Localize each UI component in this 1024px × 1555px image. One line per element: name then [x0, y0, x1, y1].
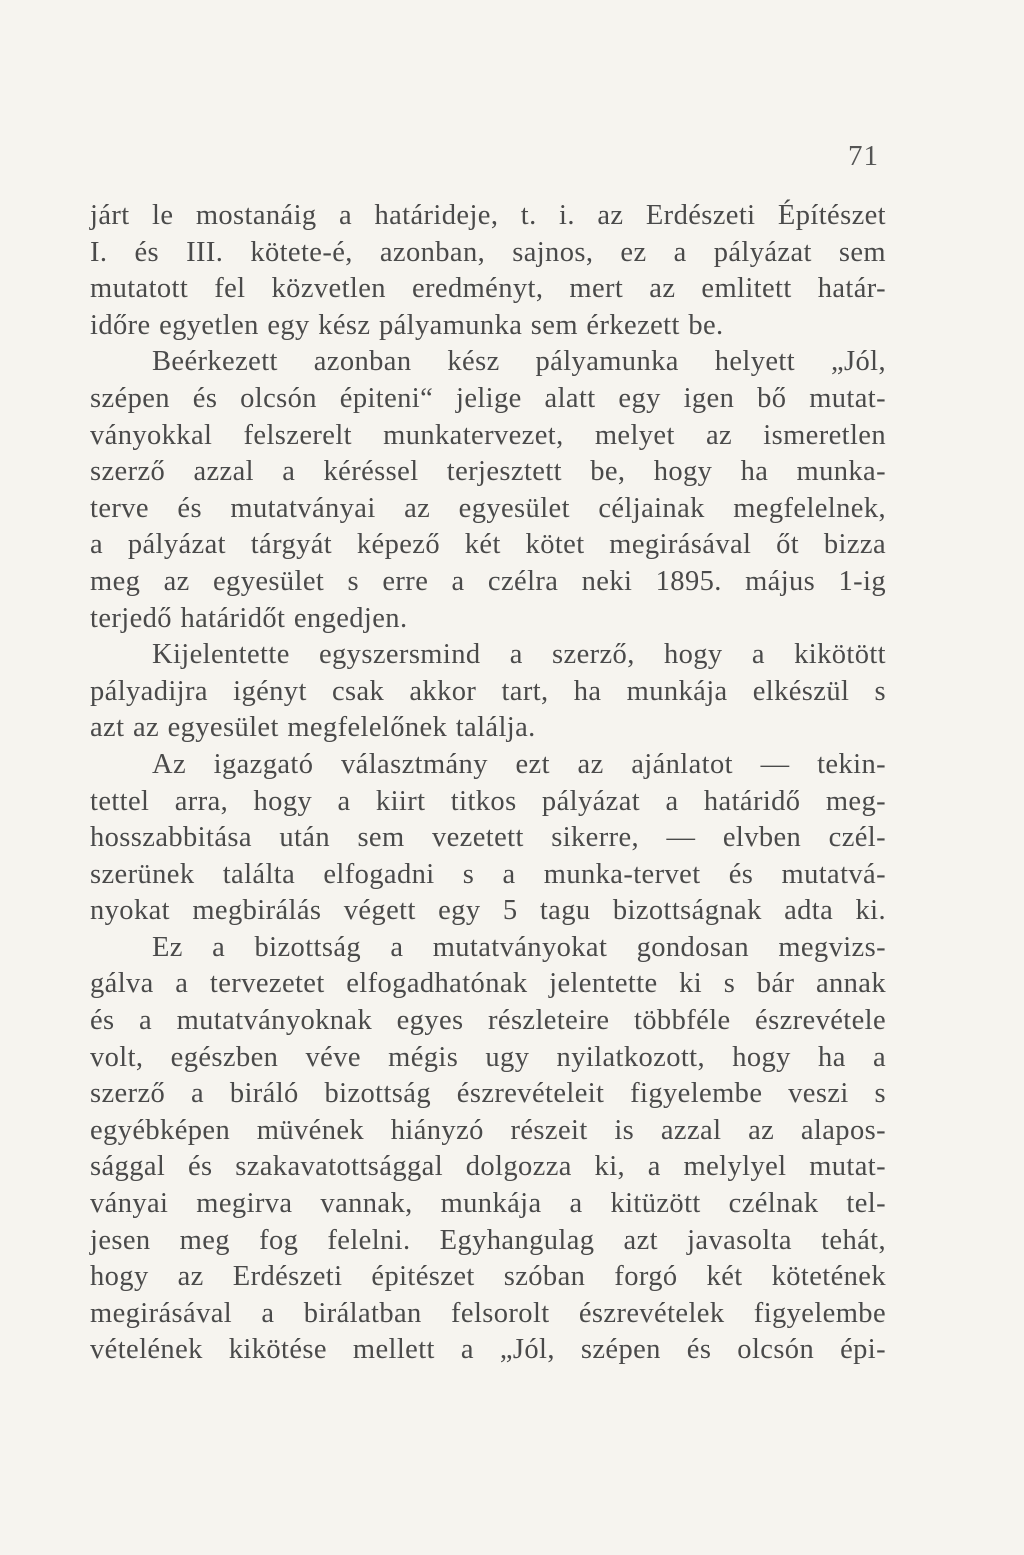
text-line: jesen meg fog felelni. Egyhangulag azt javasolta tehát, [90, 1224, 886, 1256]
text-line: megirásával a birálatban felsorolt észrevételek figyelembe [90, 1297, 886, 1329]
text-line: tettel arra, hogy a kiirt titkos pályázat a határidő meg- [90, 785, 886, 817]
text-line: Az igazgató választmány ezt az ajánlatot — tekin- [152, 748, 886, 780]
text-line: ványokkal felszerelt munkatervezet, melyet az ismeretlen [90, 419, 886, 451]
text-line: és a mutatványoknak egyes részleteire többféle észrevétele [90, 1005, 886, 1037]
text-line: hosszabbitása után sem vezetett sikerre, — elvben czél- [90, 822, 886, 854]
text-line: meg az egyesület s erre a czélra neki 1895. május 1-ig [90, 565, 886, 597]
text-line: hogy az Erdészeti épitészet szóban forgó két kötetének [90, 1261, 886, 1293]
text-line: ványai megirva vannak, munkája a kitüzött czélnak tel- [90, 1188, 886, 1220]
text-line: terjedő határidőt engedjen. [90, 602, 408, 634]
text-line: a pályázat tárgyát képező két kötet megirásával őt bizza [90, 529, 886, 561]
text-line: Beérkezett azonban kész pályamunka helyett „Jól, [152, 346, 886, 378]
body-text [90, 198, 886, 1369]
text-line: pályadijra igényt csak akkor tart, ha munkája elkészül s [90, 675, 886, 707]
text-line: terve és mutatványai az egyesület céljainak megfelelnek, [90, 492, 886, 524]
text-line: gálva a tervezetet elfogadhatónak jelentette ki s bár annak [90, 968, 886, 1000]
text-line: járt le mostanáig a határideje, t. i. az Erdészeti Építészet [90, 200, 886, 231]
text-line: mutatott fel közvetlen eredményt, mert az emlitett határ- [90, 273, 886, 305]
text-line: szerünek találta elfogadni s a munka-tervet és mutatvá- [90, 858, 886, 890]
text-line: időre egyetlen egy kész pályamunka sem érkezett be. [90, 309, 724, 341]
text-line: szépen és olcsón épiteni“ jelige alatt egy igen bő mutat- [90, 382, 886, 414]
text-line: egyébképen müvének hiányzó részeit is azzal az alapos- [90, 1114, 886, 1146]
text-line: volt, egészben véve mégis ugy nyilatkozott, hogy ha a [90, 1041, 886, 1073]
text-line: I. és III. kötete-é, azonban, sajnos, ez a pályázat sem [90, 236, 886, 268]
text-line: azt az egyesület megfelelőnek találja. [90, 712, 536, 744]
text-line: Ez a bizottság a mutatványokat gondosan megvizs- [152, 931, 886, 963]
text-line: Kijelentette egyszersmind a szerző, hogy a kikötött [152, 639, 886, 671]
text-line: nyokat megbirálás végett egy 5 tagu bizottságnak adta ki. [90, 895, 886, 927]
text-line: szerző azzal a kéréssel terjesztett be, hogy ha munka- [90, 456, 886, 488]
text-line: sággal és szakavatottsággal dolgozza ki, a melylyel mutat- [90, 1151, 886, 1183]
page-number: 71 [848, 140, 879, 172]
text-line: vételének kikötése mellett a „Jól, szépen és olcsón épi- [90, 1334, 886, 1366]
text-line: szerző a biráló bizottság észrevételeit figyelembe veszi s [90, 1078, 886, 1110]
